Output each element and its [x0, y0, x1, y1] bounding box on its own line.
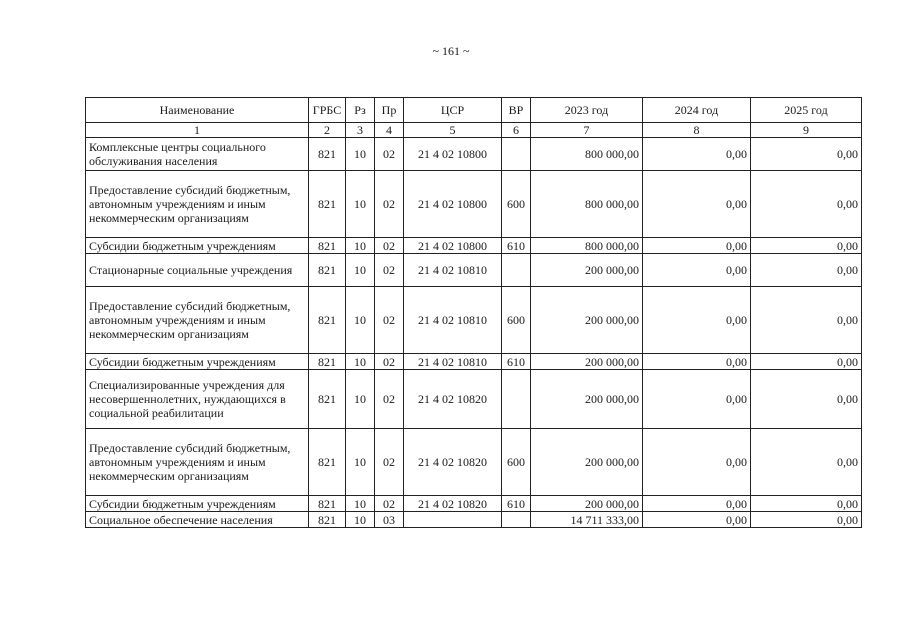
cell-2024: 0,00	[643, 354, 751, 370]
cell-csr: 21 4 02 10820	[404, 429, 502, 496]
cell-2025: 0,00	[751, 254, 862, 287]
cell-2024: 0,00	[643, 238, 751, 254]
column-number: 3	[346, 123, 375, 138]
cell-grbs: 821	[309, 354, 346, 370]
cell-pr: 02	[375, 496, 404, 512]
cell-name: Предоставление субсидий бюджетным, автономным учреждениям и иным некоммерческим организациям	[86, 171, 309, 238]
cell-grbs: 821	[309, 238, 346, 254]
cell-grbs: 821	[309, 171, 346, 238]
table-row	[86, 287, 862, 354]
cell-pr: 02	[375, 429, 404, 496]
budget-table	[85, 97, 862, 528]
cell-2023: 200 000,00	[531, 354, 643, 370]
cell-name: Предоставление субсидий бюджетным, автономным учреждениям и иным некоммерческим организациям	[86, 429, 309, 496]
cell-2023: 14 711 333,00	[531, 512, 643, 528]
cell-2025: 0,00	[751, 354, 862, 370]
table-row	[86, 171, 862, 238]
cell-pr: 02	[375, 171, 404, 238]
cell-pr: 03	[375, 512, 404, 528]
cell-name: Специализированные учреждения для несовершеннолетних, нуждающихся в социальной реабилитации	[86, 370, 309, 429]
cell-2024: 0,00	[643, 429, 751, 496]
header-rz: Рз	[346, 98, 375, 123]
cell-csr: 21 4 02 10820	[404, 370, 502, 429]
table-row	[86, 512, 862, 528]
header-grbs: ГРБС	[309, 98, 346, 123]
column-number: 6	[502, 123, 531, 138]
cell-grbs: 821	[309, 254, 346, 287]
cell-2024: 0,00	[643, 370, 751, 429]
cell-2025: 0,00	[751, 370, 862, 429]
cell-rz: 10	[346, 171, 375, 238]
cell-vr: 610	[502, 496, 531, 512]
cell-pr: 02	[375, 354, 404, 370]
cell-vr	[502, 254, 531, 287]
cell-rz: 10	[346, 512, 375, 528]
cell-2024: 0,00	[643, 287, 751, 354]
cell-grbs: 821	[309, 370, 346, 429]
cell-pr: 02	[375, 370, 404, 429]
cell-csr: 21 4 02 10810	[404, 287, 502, 354]
page-number: ~ 161 ~	[432, 44, 470, 58]
table-row	[86, 496, 862, 512]
cell-pr: 02	[375, 254, 404, 287]
cell-rz: 10	[346, 370, 375, 429]
table-row	[86, 429, 862, 496]
cell-2024: 0,00	[643, 254, 751, 287]
cell-vr: 600	[502, 429, 531, 496]
table-row	[86, 370, 862, 429]
column-number: 1	[86, 123, 309, 138]
cell-grbs: 821	[309, 512, 346, 528]
cell-2025: 0,00	[751, 429, 862, 496]
cell-2024: 0,00	[643, 512, 751, 528]
column-number: 5	[404, 123, 502, 138]
header-csr: ЦСР	[404, 98, 502, 123]
cell-vr: 600	[502, 287, 531, 354]
cell-2023: 200 000,00	[531, 287, 643, 354]
cell-2023: 200 000,00	[531, 496, 643, 512]
cell-rz: 10	[346, 254, 375, 287]
column-number-row	[86, 123, 862, 138]
cell-name: Стационарные социальные учреждения	[86, 254, 309, 287]
cell-2023: 200 000,00	[531, 429, 643, 496]
cell-rz: 10	[346, 287, 375, 354]
cell-2024: 0,00	[643, 496, 751, 512]
cell-2025: 0,00	[751, 138, 862, 171]
cell-vr	[502, 138, 531, 171]
cell-grbs: 821	[309, 287, 346, 354]
table-row	[86, 238, 862, 254]
cell-2025: 0,00	[751, 512, 862, 528]
cell-name: Субсидии бюджетным учреждениям	[86, 354, 309, 370]
table-row	[86, 254, 862, 287]
cell-2025: 0,00	[751, 287, 862, 354]
column-number: 2	[309, 123, 346, 138]
table-row	[86, 138, 862, 171]
cell-vr: 610	[502, 238, 531, 254]
cell-rz: 10	[346, 354, 375, 370]
cell-csr: 21 4 02 10810	[404, 354, 502, 370]
cell-name: Комплексные центры социального обслуживания населения	[86, 138, 309, 171]
cell-pr: 02	[375, 138, 404, 171]
cell-name: Социальное обеспечение населения	[86, 512, 309, 528]
cell-csr	[404, 512, 502, 528]
cell-2025: 0,00	[751, 171, 862, 238]
cell-2023: 800 000,00	[531, 238, 643, 254]
cell-csr: 21 4 02 10820	[404, 496, 502, 512]
cell-2025: 0,00	[751, 496, 862, 512]
table-row	[86, 354, 862, 370]
cell-csr: 21 4 02 10800	[404, 238, 502, 254]
cell-2023: 200 000,00	[531, 254, 643, 287]
cell-grbs: 821	[309, 138, 346, 171]
column-number: 9	[751, 123, 862, 138]
cell-name: Субсидии бюджетным учреждениям	[86, 238, 309, 254]
header-2024: 2024 год	[643, 98, 751, 123]
header-name: Наименование	[86, 98, 309, 123]
cell-pr: 02	[375, 287, 404, 354]
cell-grbs: 821	[309, 429, 346, 496]
cell-name: Субсидии бюджетным учреждениям	[86, 496, 309, 512]
cell-2023: 200 000,00	[531, 370, 643, 429]
column-number: 8	[643, 123, 751, 138]
header-2023: 2023 год	[531, 98, 643, 123]
header-vr: ВР	[502, 98, 531, 123]
column-number: 4	[375, 123, 404, 138]
cell-2023: 800 000,00	[531, 171, 643, 238]
cell-csr: 21 4 02 10800	[404, 171, 502, 238]
cell-vr: 610	[502, 354, 531, 370]
cell-2023: 800 000,00	[531, 138, 643, 171]
cell-vr: 600	[502, 171, 531, 238]
cell-vr	[502, 512, 531, 528]
cell-rz: 10	[346, 496, 375, 512]
cell-rz: 10	[346, 138, 375, 171]
header-pr: Пр	[375, 98, 404, 123]
cell-csr: 21 4 02 10800	[404, 138, 502, 171]
cell-2025: 0,00	[751, 238, 862, 254]
header-row	[86, 98, 862, 123]
column-number: 7	[531, 123, 643, 138]
cell-pr: 02	[375, 238, 404, 254]
cell-rz: 10	[346, 238, 375, 254]
cell-csr: 21 4 02 10810	[404, 254, 502, 287]
cell-2024: 0,00	[643, 138, 751, 171]
cell-vr	[502, 370, 531, 429]
cell-2024: 0,00	[643, 171, 751, 238]
cell-rz: 10	[346, 429, 375, 496]
header-2025: 2025 год	[751, 98, 862, 123]
cell-name: Предоставление субсидий бюджетным, автономным учреждениям и иным некоммерческим организациям	[86, 287, 309, 354]
cell-grbs: 821	[309, 496, 346, 512]
